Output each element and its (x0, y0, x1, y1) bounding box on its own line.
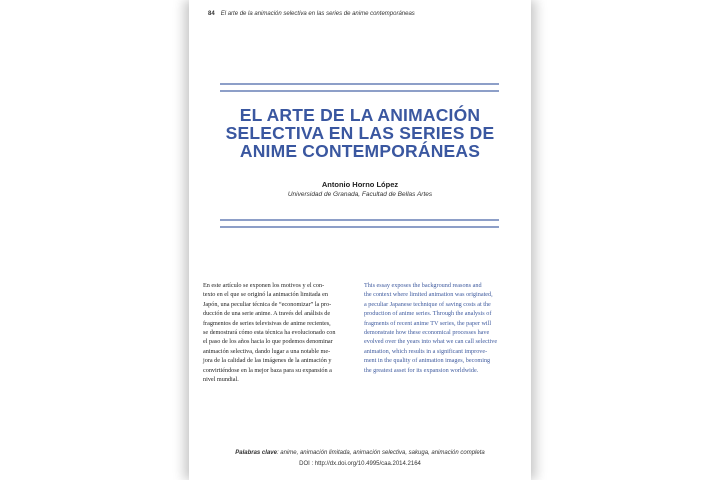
bottom-double-rule (220, 219, 499, 228)
abstract-line: animación selectiva, dando lugar a una notable me- (203, 347, 331, 355)
page-number: 84 (208, 11, 215, 17)
abstract-line: evolved over the years into what we can call selective (364, 338, 498, 346)
abstract-line: jora de la calidad de las imágenes de la animación y (203, 357, 332, 365)
abstract-english (364, 281, 500, 375)
title-line: ANIME CONTEMPORÁNEAS (239, 141, 481, 161)
running-header (208, 11, 415, 17)
journal-page (189, 0, 531, 480)
abstract-line: convirtiéndose en la mejor baza para su expansión a (203, 366, 332, 374)
author-affiliation: Universidad de Granada, Facultad de Bellas Artes (287, 191, 433, 198)
abstract-line: nivel mundial. (203, 376, 239, 384)
abstract-line: the context where limited animation was originated, (364, 291, 493, 299)
keywords-label: Palabras clave (235, 450, 277, 456)
abstract-line: ment in the quality of animation images, becoming (364, 357, 491, 365)
article-title (209, 106, 511, 160)
abstract-line: This essay exposes the background reasons and (364, 282, 482, 289)
abstract-line: a peculiar Japanese technique of saving costs at the (364, 300, 491, 308)
keywords-values: : anime, animación limitada, animación selectiva, sakuga, animación completa (276, 450, 485, 456)
author-name: Antonio Horno López (321, 180, 399, 189)
abstract-line: fragments of recent anime TV series, the paper will (364, 319, 492, 327)
abstract-line: se demostrará cómo esta técnica ha evolucionado con (203, 329, 336, 337)
abstract-line: the greatest asset for its expansion worldwide. (364, 366, 479, 374)
keywords-line (199, 450, 521, 456)
abstract-line: texto en el que se originó la animación limitada en (203, 291, 328, 299)
doi-line: DOI : http://dx.doi.org/10.4995/caa.2014.2164 (299, 461, 421, 467)
abstract-line: fragmentos de series televisivas de anime recientes, (203, 319, 331, 327)
abstract-line: En este artículo se exponen los motivos y el con- (203, 282, 325, 289)
abstract-line: ducción de una serie anime. A través del análisis de (203, 310, 331, 318)
abstract-line: el paso de los años hacia lo que podemos denominar (203, 338, 333, 346)
abstract-line: production of anime series. Through the analysis of (364, 310, 492, 318)
abstract-line: animation, which results in a significant improve- (364, 347, 488, 355)
title-line: SELECTIVA EN LAS SERIES DE (225, 123, 495, 143)
abstract-spanish (203, 281, 339, 384)
abstract-line: demonstrate how these economical processes have (364, 329, 490, 337)
running-title: El arte de la animación selectiva en las series de anime contemporáneas (220, 11, 415, 17)
top-double-rule (220, 83, 499, 92)
title-line: EL ARTE DE LA ANIMACIÓN (239, 105, 481, 125)
abstract-line: Japón, una peculiar técnica de “economizar” la pro- (203, 300, 332, 308)
